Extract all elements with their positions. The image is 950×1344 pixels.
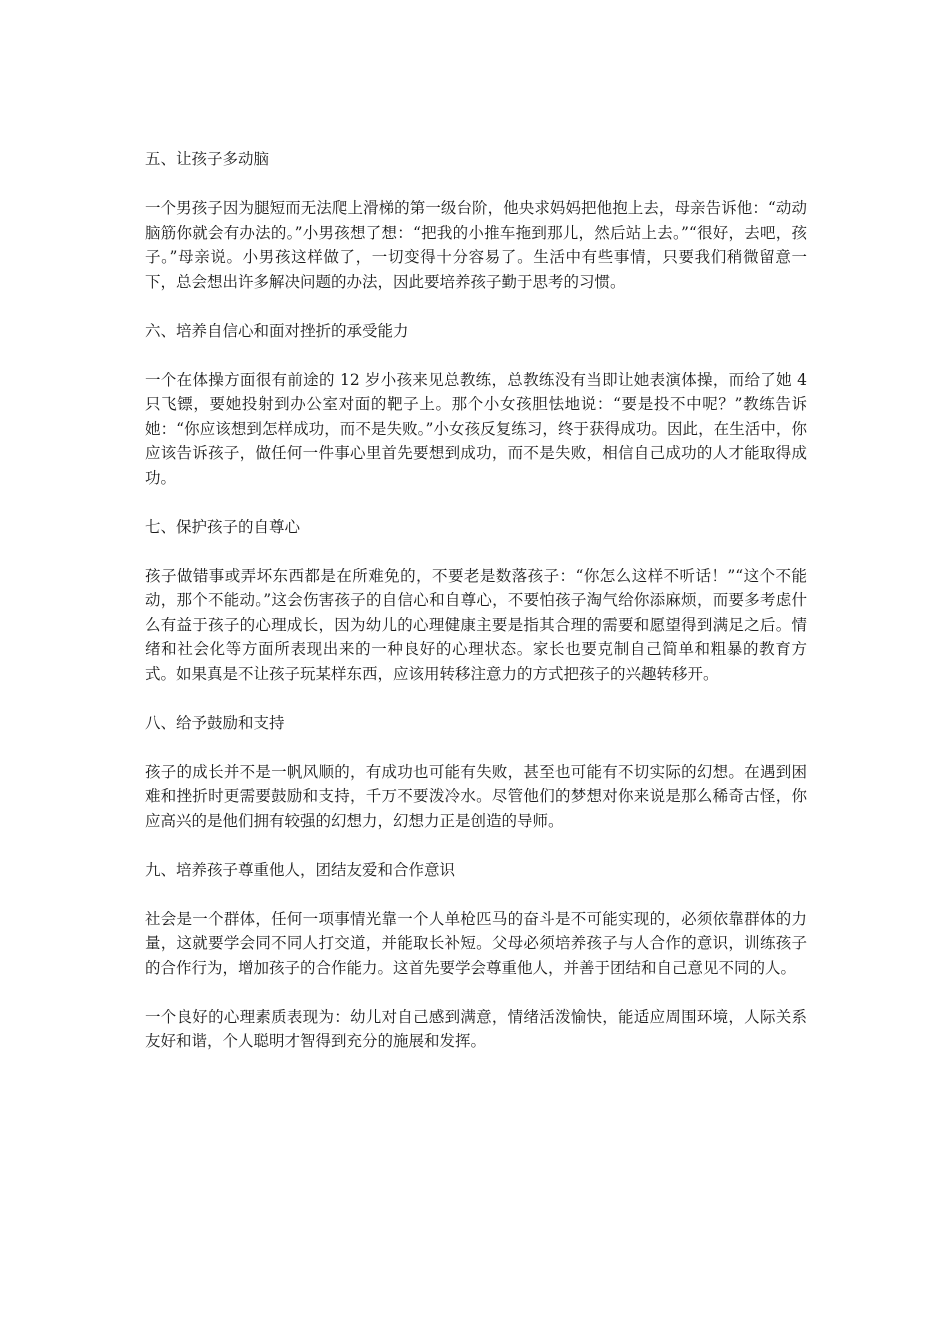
paragraph: 社会是一个群体，任何一项事情光靠一个人单枪匹马的奋斗是不可能实现的，必须依靠群体的力量，这就要学会同不同人打交道，并能取长补短。父母必须培养孩子与人合作的意识，训练孩子的合作行为，增加孩子的合作能力。这首先要学会尊重他人，并善于团结和自己意见不同的人。 [145,909,807,977]
section-5 [145,147,807,294]
section-9 [145,858,807,1054]
section-heading: 八、给予鼓励和支持 [145,713,285,732]
document-page [145,147,807,1078]
section-6 [145,319,807,491]
section-8 [145,711,807,834]
section-heading: 七、保护孩子的自尊心 [145,517,301,536]
section-heading: 六、培养自信心和面对挫折的承受能力 [145,321,409,340]
paragraph: 一个良好的心理素质表现为：幼儿对自己感到满意，情绪活泼愉快，能适应周围环境，人际关系友好和谐，个人聪明才智得到充分的施展和发挥。 [145,1007,807,1050]
section-7 [145,515,807,687]
paragraph: 一个在体操方面很有前途的 12 岁小孩来见总教练，总教练没有当即让她表演体操，而给了她 4 只飞镖，要她投射到办公室对面的靶子上。那个小女孩胆怯地说：“要是投不中呢？”教练告诉她：“你应该想到怎样成功，而不是失败。”小女孩反复练习，终于获得成功。因此，在生活中，你应该告诉孩子，做任何一件事心里首先要想到成功，而不是失败，相信自己成功的人才能取得成功。 [145,370,807,487]
paragraph: 孩子的成长并不是一帆风顺的，有成功也可能有失败，甚至也可能有不切实际的幻想。在遇到困难和挫折时更需要鼓励和支持，千万不要泼冷水。尽管他们的梦想对你来说是那么稀奇古怪，你应高兴的是他们拥有较强的幻想力，幻想力正是创造的导师。 [145,762,807,830]
section-heading: 九、培养孩子尊重他人，团结友爱和合作意识 [145,860,456,879]
paragraph: 孩子做错事或弄坏东西都是在所难免的，不要老是数落孩子：“你怎么这样不听话！”“这个不能动，那个不能动。”这会伤害孩子的自信心和自尊心，不要怕孩子淘气给你添麻烦，而要多考虑什么有益于孩子的心理成长，因为幼儿的心理健康主要是指其合理的需要和愿望得到满足之后。情绪和社会化等方面所表现出来的一种良好的心理状态。家长也要克制自己简单和粗暴的教育方式。如果真是不让孩子玩某样东西，应该用转移注意力的方式把孩子的兴趣转移开。 [145,566,807,683]
section-heading: 五、让孩子多动脑 [145,150,270,168]
paragraph: 一个男孩子因为腿短而无法爬上滑梯的第一级台阶，他央求妈妈把他抱上去，母亲告诉他：“动动脑筋你就会有办法的。”小男孩想了想：“把我的小推车拖到那儿，然后站上去。”“很好，去吧，孩子。”母亲说。小男孩这样做了，一切变得十分容易了。生活中有些事情，只要我们稍微留意一下，总会想出许多解决问题的办法，因此要培养孩子勤于思考的习惯。 [145,199,807,291]
